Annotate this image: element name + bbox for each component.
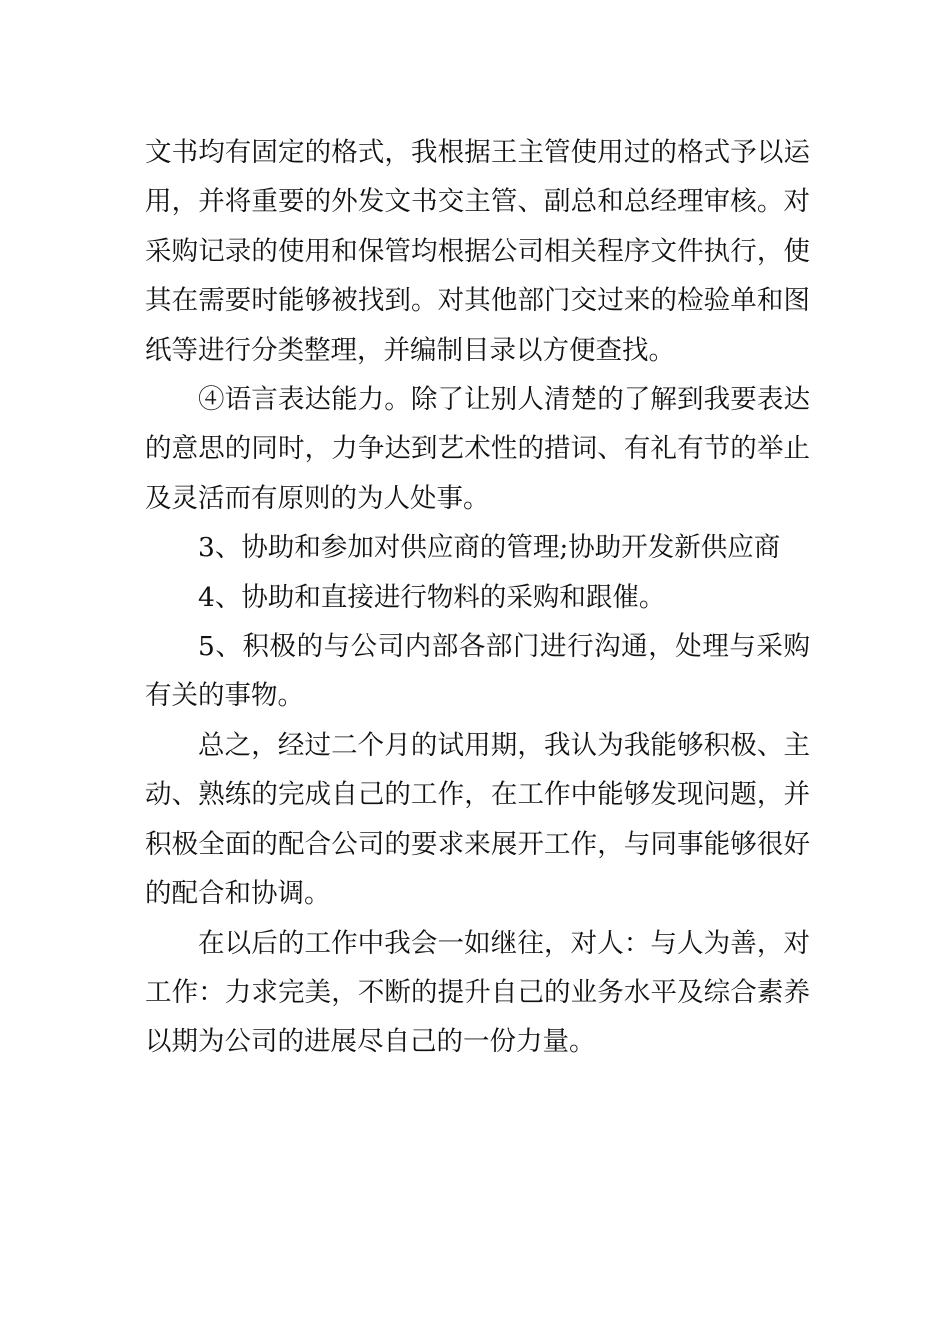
paragraph-2: ④语言表达能力。除了让别人清楚的了解到我要表达的意思的同时，力争达到艺术性的措词、有礼有节的举止及灵活而有原则的为人处事。 [145,384,810,514]
paragraph-5: 5、积极的与公司内部各部门进行沟通，处理与采购有关的事物。 [145,631,810,712]
paragraph-4: 4、协助和直接进行物料的采购和跟催。 [198,581,666,613]
paragraph-7: 在以后的工作中我会一如继往，对人：与人为善，对工作：力求完美，不断的提升自己的业务水平及综合素养以期为公司的进展尽自己的一份力量。 [145,927,810,1058]
document-body [145,128,810,1067]
paragraph-6: 总之，经过二个月的试用期，我认为我能够积极、主动、熟练的完成自己的工作，在工作中能够发现问题，并积极全面的配合公司的要求来展开工作，与同事能够很好的配合和协调。 [145,729,810,910]
paragraph-1: 文书均有固定的格式，我根据王主管使用过的格式予以运用，并将重要的外发文书交主管、副总和总经理审核。对采购记录的使用和保管均根据公司相关程序文件执行，使其在需要时能够被找到。对其他部门交过来的检验单和图纸等进行分类整理，并编制目录以方便查找。 [145,137,810,366]
paragraph-3: 3、协助和参加对供应商的管理;协助开发新供应商 [198,532,781,564]
